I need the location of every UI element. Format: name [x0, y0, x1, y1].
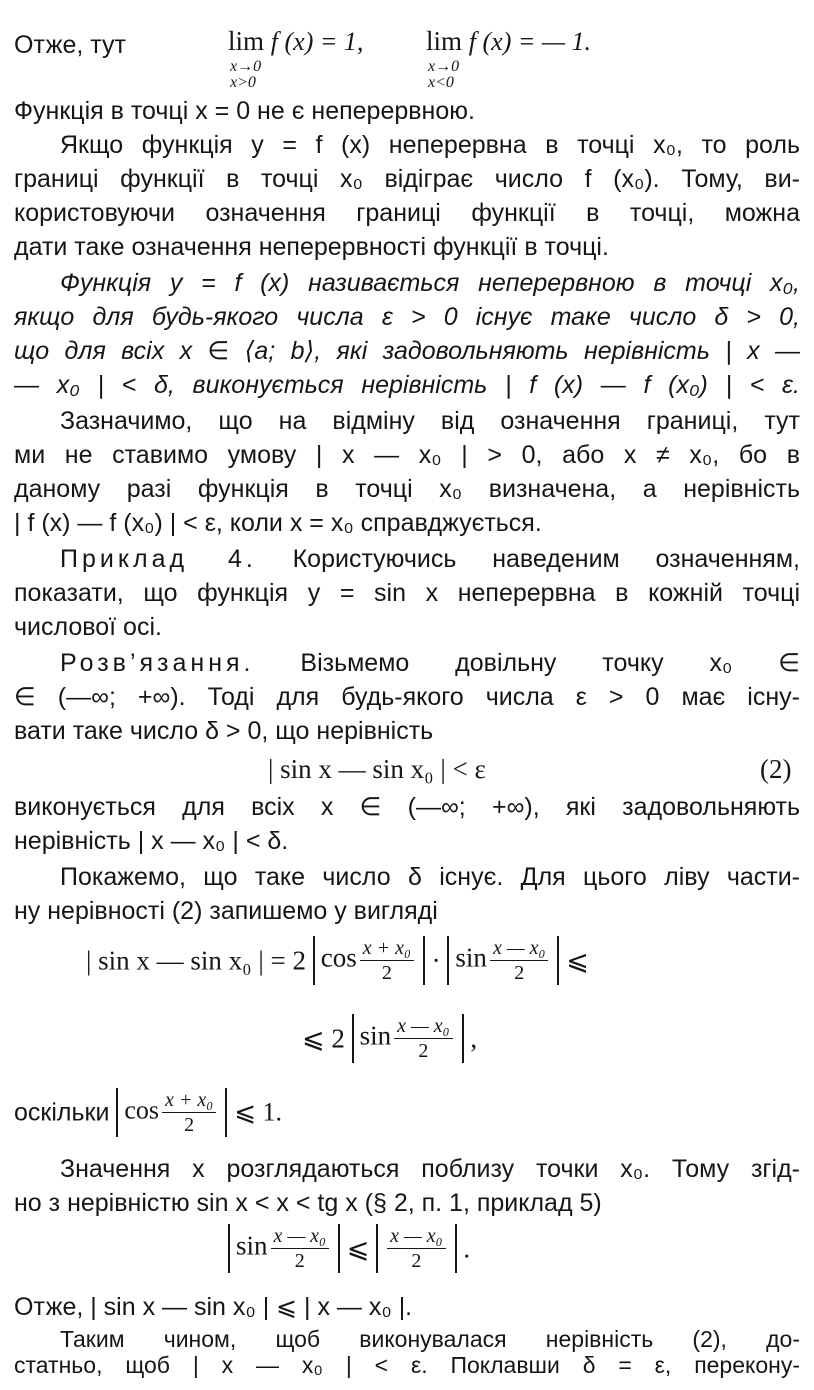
- definition-line: що для всіх x ∈ ⟨a; b⟩, які задовольняють нерівність | x —: [14, 337, 800, 365]
- paragraph-line: Зазначимо, що на відміну від означення границі, тут: [60, 407, 800, 435]
- paragraph-line: виконується для всіх x ∈ (—∞; +∞), які задовольняють: [14, 793, 800, 821]
- paragraph-discontinuity: Функція в точці x = 0 не є неперервною.: [14, 97, 475, 125]
- limit-left: lim f (x) = — 1. x→0 x<0: [426, 26, 592, 91]
- paragraph-line: нерівність | x — x₀ | < δ.: [14, 827, 289, 855]
- solution-line: вати таке число δ > 0, що нерівність: [14, 717, 434, 745]
- equation-tag: (2): [760, 754, 792, 784]
- paragraph-line: статньо, щоб | x — x₀ | < ε. Поклавши δ = ε, перекону-: [14, 1352, 800, 1378]
- solution-label: Розв’язання.: [60, 649, 255, 677]
- solution-line: ∈ (—∞; +∞). Тоді для будь-якого числа ε > 0 має існу-: [14, 683, 800, 711]
- example-line: Приклад 4. Користуючись наведеним означенням,: [60, 545, 800, 573]
- equation-sine-bound: sin $\frac{\text{x — x₀}}{2}$ ⩽ $\frac{\text{x — x₀}}{2}$ .: [228, 1224, 470, 1273]
- equation-estimate: ⩽ 2 sin $\frac{\text{x — x₀}}{2}$ ,: [302, 1015, 478, 1062]
- paragraph-line: ну нерівності (2) запишемо у вигляді: [14, 897, 438, 925]
- definition-line: — x₀ | < δ, виконується нерівність | f (x) — f (x₀) | < ε.: [14, 371, 800, 399]
- paragraph-line: користовуючи означення границі функції в точці, можна: [14, 199, 800, 227]
- example-line: показати, що функція y = sin x неперервна в кожній точці: [14, 579, 800, 607]
- since-line: оскільки cos $\frac{\text{x + x₀}}{2}$ ⩽ 1.: [14, 1089, 282, 1136]
- paragraph-line: даному разі функція в точці x₀ визначена, а нерівність: [14, 475, 800, 503]
- example-label: Приклад 4.: [60, 545, 257, 573]
- limit-right: lim f (x) = 1, x→0 x>0: [228, 26, 364, 91]
- definition-line: якщо для будь-якого числа ε > 0 існує таке число δ > 0,: [14, 303, 800, 331]
- paragraph-line: границі функції в точці x₀ відіграє число f (x₀). Тому, ви-: [14, 165, 800, 193]
- example-line: числової осі.: [14, 613, 162, 641]
- equation-2: | sin x — sin x₀ | < ε: [268, 754, 486, 784]
- paragraph-line: ми не ставимо умову | x — x₀ | > 0, або x ≠ x₀, бо в: [14, 441, 800, 469]
- paragraph-line: Покажемо, що таке число δ існує. Для цього ліву части-: [60, 863, 800, 891]
- paragraph-line: Таким чином, щоб виконувалася нерівність (2), до-: [60, 1326, 800, 1352]
- paragraph-line: дати таке означення неперервності функції в точці.: [14, 233, 609, 261]
- header-lead: Отже, тут: [14, 31, 126, 59]
- solution-line: Розв’язання. Візьмемо довільну точку x₀ ∈: [60, 649, 800, 677]
- conclusion-line: Отже, | sin x — sin x₀ | ⩽ | x — x₀ |.: [14, 1293, 413, 1321]
- paragraph-line: Якщо функція y = f (x) неперервна в точці x₀, то роль: [60, 131, 800, 159]
- definition-line: Функція y = f (x) називається неперервною в точці x₀,: [60, 269, 800, 297]
- paragraph-line: | f (x) — f (x₀) | < ε, коли x = x₀ справджується.: [14, 509, 542, 537]
- paragraph-line: Значення x розглядаються поблизу точки x₀. Тому згід-: [60, 1155, 800, 1183]
- equation-identity: | sin x — sin x₀ | = 2 cos $\frac{\text{x + x₀}}{2}$ · sin $\frac{\text{x — x₀}}{2}$ ⩽: [86, 937, 589, 984]
- paragraph-line: но з нерівністю sin x < x < tg x (§ 2, п. 1, приклад 5): [14, 1189, 602, 1217]
